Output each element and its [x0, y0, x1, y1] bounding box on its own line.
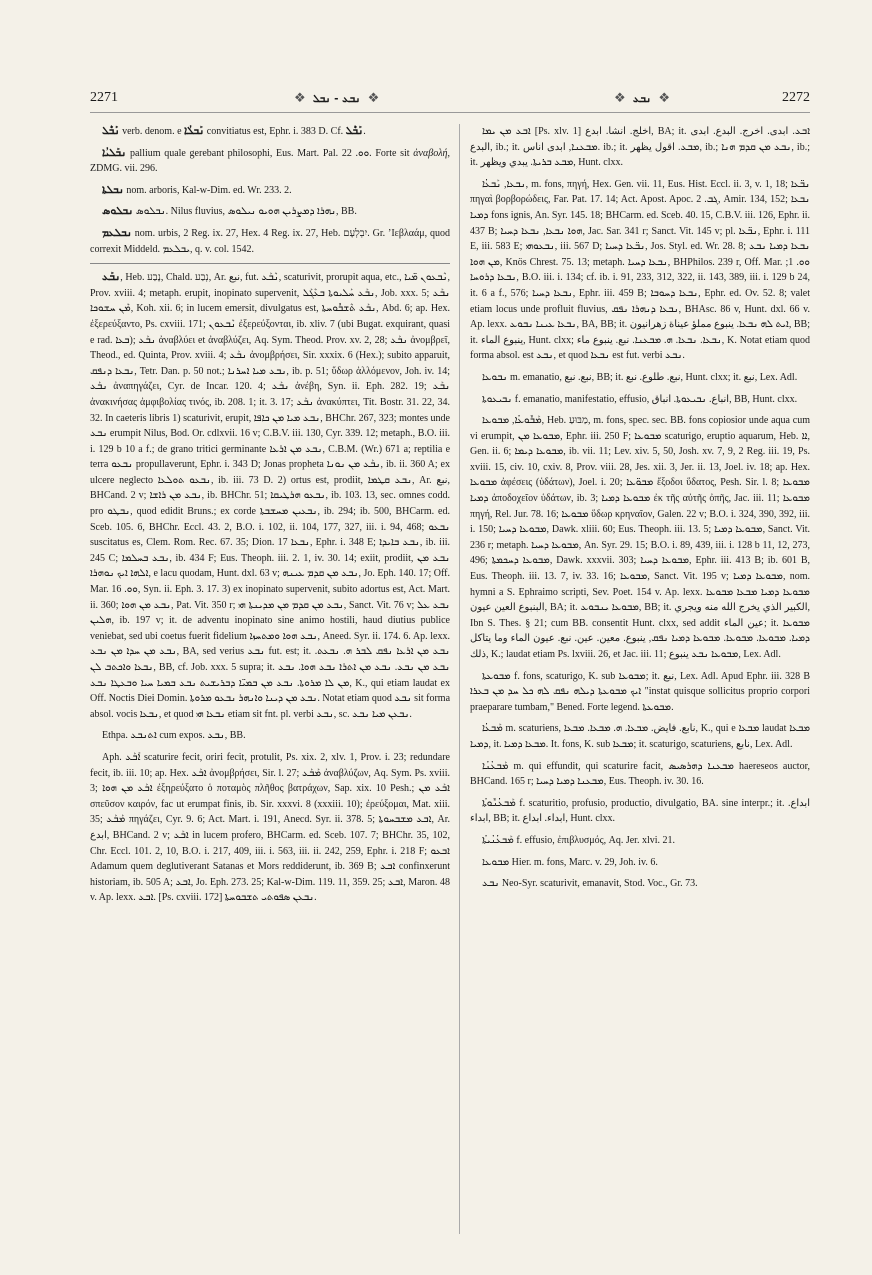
entry-text: ܡܒܘܥܐ Hier. m. fons, Marc. v. 29, Joh. iv. 6.	[482, 856, 658, 868]
dictionary-entry	[90, 183, 450, 199]
page-header	[90, 90, 810, 110]
entry-text: . Gr. ’Ιεβλαάμ, quod correxit Middeld. ܝܒܠܥܡ, q. v. col. 1542.	[90, 227, 450, 255]
section-rule	[90, 263, 450, 264]
dictionary-entry	[470, 124, 810, 171]
left-column	[90, 124, 450, 1244]
headword: ܢܒܠܬܐ	[102, 183, 124, 196]
dictionary-entry	[90, 124, 450, 140]
entry-text: ܢܒܥܐ, ܢܰܒܥܳܐ, m. fons, πηγή, Hex. Gen. vii. 11, Eus. Hist. Eccl. ii. 3, v. 1, 18; ܢܒ̈ܥܐ πηγαὶ βορβορώδεις, Far. Pat. 17. 14; Act. Apost. Apoc. ܓܒ. 2, Amir. 134, 152; ܢܒܥܐ ܕܡܝܐ fons ignis, An. Syr. 145. 18; BHCarm. ed. Sceb. 40. 15, C.B.V. iii. 126, Ephr. ii. 437 B; ܗܘܐ ܢܒܥܐ, ܢܒܥܐ ܕܚܝܐ, Jac. Sar. 341 r; Sanct. Vit. 145 v; pl. ܢܒ̈ܥܐ, Ephr. i. 111 E, iii. 583 E; ܢܒܥܘܗܝ, iii. 567 D; ܢܒ̈ܥܐ ܕܚܝܐ, Jos. Styl. ed. Wr. 28. 8; ܢܒܥܐ ܕܡܝܐ ܢܒܥ ܡܢ ܗܘܐ, Knös Chrest. 75. 13; metaph. ܢܒܥܐ ܕܚܝܐ, BHPhilos. 239 r, Off. Mar. ܘܘ. 1; ܢܒܥܐ ܕܪܘܚܐ, B.O. iii. i. 134; cf. ib. i. 91, 233, 312, 322, ii. 143, 389, iii. i. 129 b 24, it. 6 a f., 576; ܢܒܥܐ ܕܚܝܐ, Ephr. iii. 459 B; ܢܒܥܐ ܕܚܘܒܐ, Ephr. ed. Ov. 52. 8; valet etiam locus unde profluit fluvius, ܢܒܥܐ ܕܢܗܪܐ ܢܦܩ, BHAsc. 86 v, Hunt. dxl. 66 v. Ap. lexx. ܢܒܥܐ ܥܝܢܐ ܢܒܘܥ, BA, BB; it. ܐܝܬ ܠܗ ܢܒܥܐ. ينبوع مملؤ عيناة زهرانيون, BB; it. ينبوع الماء, Hunt. clxx; ܢܒܥܐ. ܢܒܥܐ. ܗ. ܡܒܥܢܐ. نبع. ينبوع ماء, K. Notat etiam quod forma absol. est ܢܒܥ, et quod ܢܒܥܐ est fut. verbi ܢܒܥ.	[470, 178, 810, 362]
column-divider	[459, 124, 460, 1234]
hebrew-form: יִבְלְעָם	[343, 227, 368, 239]
entry-text: nom. arboris, Kal-w-Dim. ed. Wr. 233. 2.	[123, 184, 292, 196]
cross-reference: ܢܰܒܶܠ	[345, 125, 364, 137]
entry-text: , ZDMG. vii. 296.	[90, 147, 450, 175]
right-running-head	[610, 90, 674, 106]
right-page-number: 2272	[782, 90, 810, 105]
ornament-icon: ❖	[367, 90, 380, 105]
entry-text: ܡܒܘܥܬܐ f. fons, scaturigo, K. sub ܡܒܘܥܐ; it. نبع, Lex. Adl. Apud Ephr. iii. 328 B ܐܝܟ ܡܒܘܥܬܐ ܕܝܠܗ ܢܦܩ ܠܗ ܟܠ ܚܕ ܡܢ ܒܥܪܐ "instat quisque sollicitus proprio corpori praeparare tumbam," Bened. Forte legend. ܡܒܘܥܬܐ.	[470, 670, 810, 713]
right-running-head-text: ܢܒܥ	[632, 93, 652, 105]
entry-text: ܢܒܝܥܘܬܐ f. emanatio, manifestatio, effusio, انباع. ܢܒܝܥܘܬܐ. انباق, BB, Hunt. clxx.	[482, 393, 798, 405]
dictionary-entry	[470, 177, 810, 364]
headword: ܢܒܠܥܡ	[102, 226, 132, 239]
ornament-icon: ❖	[294, 90, 306, 105]
entry-text: nom. urbis, 2 Reg. ix. 27, Hex. 4 Reg. ix. 27, Heb.	[131, 227, 344, 239]
entry-text: ܢܒܘܥܐ m. emanatio, نبع. نبع, BB; it. نبع. طلوع. نبع, Hunt. clxx; it. نبع, Lex. Adl.	[482, 371, 798, 383]
entry-text: verb. denom. e	[119, 126, 185, 137]
dictionary-entry	[470, 796, 810, 827]
entry-text: Ethpa. ܐܬܢܒܥ cum expos. ܢܒܥ, BB.	[102, 730, 246, 742]
entry-text: convitiatus est, Ephr. i. 383 D. Cf.	[204, 126, 346, 137]
entry-text: ܡܰܒܥܳܢܽܘܬܳܐ f. scaturitio, profusio, productio, divulgatio, BA. sine interpr.; it. ابداع. ابداء, BB; it. ابداء. ابداع, Hunt. clxx.	[470, 797, 810, 825]
entry-text: ܡܰܒܥܳܐ m. scaturiens, نابع. فايض. ܡܒܥܐ. ܗ. ܡܒܥܐ. ܡܒܥܐ, K., qui e ܡܒܥܐ laudat ܡܒܥܐ ܕܡܝܐ, it. ܡܒܥܐ ܕܡܝܐ. It. fons, K. sub ܡܒܥܐ; it. scaturigo, scaturiens, نابع, Lex. Adl.	[470, 723, 810, 750]
dictionary-entry	[470, 721, 810, 752]
entry-text: ܐܒܥ ܡܢ ܝܡܐ [Ps. xlv. 1] اخلج. انشا. ابدع, BA; it. ܐܒܥ. ابدى. اخرج. البدع. ابدى البدع, ib.; it. ܡܒܥܢܐ, ابدى اناس. ib.; it. ܡܒܥ. اقول يظهر, ib.; ܢܒܥ ܡܢ ܩܕܡ ܗܢܐ, ib.; it. ܡܒܥ ܒܪܝܬܐ. يبدي ويظهر, Hunt. clxx.	[470, 126, 810, 169]
greek-form: ἀναβολή	[413, 147, 448, 159]
cross-reference: ܢܰܒܠܳܐ	[184, 125, 205, 137]
dictionary-entry	[470, 669, 810, 716]
dictionary-entry	[90, 204, 450, 220]
dictionary-entry	[90, 226, 450, 257]
dictionary-entry	[470, 370, 810, 386]
dictionary-entry	[470, 855, 810, 871]
entry-text: , Heb. נָבַע, Chald.	[120, 272, 195, 284]
dictionary-entry	[470, 833, 810, 849]
dictionary-entry	[90, 146, 450, 177]
dictionary-entry	[90, 750, 450, 906]
entry-text: ܡܰܒܥܳܢܳܐ m. qui effundit, qui scaturire facit, ܡܒܥܢܐ ܕܗܪܣܝܣ haereseos auctor, BHCand. 165 r; ܡܒܥܢܐ ܕܡܝܐ ܕܚܝܐ, Eus. Theoph. iv. 30. 16.	[470, 760, 810, 788]
dictionary-entry	[470, 876, 810, 892]
entry-text: ܢܒܥ Neo-Syr. scaturivit, emanavit, Stod. Voc., Gr. 73.	[482, 878, 698, 890]
ornament-icon: ❖	[614, 90, 626, 105]
dictionary-entry	[470, 413, 810, 663]
entry-text: pallium quale gerebant philosophi, Eus. Mart. Pal. ܘܘ. 22. Forte sit	[126, 147, 414, 159]
headword: ܢܒܰܠܝܳܐ	[102, 146, 127, 159]
header-rule	[90, 112, 810, 113]
right-column	[470, 124, 810, 1244]
hebrew-form: נְבַע	[194, 272, 209, 284]
entry-text: ܡܰܒܽܘܥܳܐ, ܡܒܘܥܐ, Heb. מַבּוּעַ, m. fons, spec. sec. BB. fons copiosior unde aqua cum vi erumpit, ܡܒܘܥܐ ܡܢ, Ephr. iii. 250 F; ܡܒܘܥܐ scaturigo, eruptio aquarum, Heb. ܐܐ, Gen. ii. 6; ܡܒܘܥܐ ܕܝܡܐ, ib. vii. 11; Lev. xiv. 5, 50, Josh. xv. 7, 9, 2 Reg. iii. 19, Ps. xviii. 15, civ. 10, cxiv. 8, Prov. viii. 28, Jes. xii. 3, Jer. ii. 13, Joel. iv. 18; ap. Hex. ܡܒܘܥܐ ἀφέσεις (ὑδάτων), Joel. i. 20; ܡܒܘ̈ܥܐ ἔξοδοι ὕδατος, Pesh. Sir. l. 8; ܡܒܘܥܐ ܕܡܝܐ ἀποδοχεῖον ὑδάτων, ib. 3; ܡܒܘܥܐ ܕܡܝܐ ἐκ τῆς αὐτῆς ὀπῆς, Jac. iii. 11; ܡܒܘܥܐ πηγή, Rel. Jur. 78. 16; ܡܒܘܥܐ ὕδωρ κρηναῖον, Galen. 22 v; B.O. i. 324, 390, 392, iii. i. 150; ܡܒܘܥܐ ܕܚܝܐ, Dawk. xliii. 60; Eus. Theoph. iii. 13. 5; ܡܒܘܥܐ ܕܡܝܐ, Sanct. Vit. 236 r; metaph. ܡܒܘܥܐ ܕܚܝܐ, An. Syr. 29. 15; B.O. i. 89, 439, iii. i. 128 b 11, 12, 273, 496; ܡܒܘܥܐ ܕܚܟܡܬܐ, Dawk. xxxvii. 303; ܡܒܘܥܐ ܕܚܝܐ, Ephr. iii. 413 B; ib. 601 B, Eus. Theoph. iii. 13. 7, iv. 33. 16; ܡܒܘܥܐ, Sanct. Vit. 195 v; ܡܒܘܥܐ ܕܡܝܐ, nom. hymni a S. Ephraimo scripti, Sev. Poet. 154 v. Ap. lexx. ܡܒܘܥܐ ܕܡܝܐ ܡܒܥܐ ܡܒܘܥܐ البنبوع العين عيون, BA; it. ܡܒܘܥܐ ܝܢܒܘܥ, BB; it. الكبير الذي يخرج الله منه ويجري, Ibn S. Thes. § 21; cum BB. consentit Hunt. clxx, sed addit عين الماء; it. ܡܒܘܥܐ ܕܡܝܐ. ܡܒܘܥܐ. ܡܒܘܥܐ. ܡܒܘܥܐ ܕܡܝܐ ܢܦܩ, ينبوع. معين. عين. نبع. عيون الماء وما يتاكل ذلك, K.; laudat etiam Ps. lxviii. 26, et Jac. iii. 11; ܡܒܘܥܐ ܢܒܥ ينبوع, Lex. Adl.	[470, 415, 810, 660]
headword: ܢܰܒܶܠ	[102, 125, 120, 137]
entry-text: , Ar. نبع, fut. ܢܶܒܰܥ, scaturivit, prorupit aqua, etc., ܢܶܒܥܘܢ ܡ̈ܝܐ, Prov. xviii. 4; metaph. erupit, inopinato supervenit, ܢܒܰܥ ܚܰܠܝܘܬܐ ܒܥܶܓܰܠ, Job. xxx. 5; ܢܒܰܥ ܡܶܢ ܚܫܘܟܐ, Koh. xii. 6; in lucem emersit, divulgatus est, ܢܒܰܥ ܬܶܫܒܽܘܚܬܐ, Abd. 6; ap. Hex. ἐξερεύξαντο, Ps. cxviii. 171; ܢܶܒܥܘܢ ἐξερεύξονται, ib. xliv. 7 (ubi Bugat. exquirant, quasi e rad. ܒܥܐ); ܢܒܰܥ ἀναβλύει et ἀναβλύζει, Aq. Sym. Theod. Prov. xv. 2, 28; ܢܒܰܥ ἀνομβρεῖ, Theod., ed. Quinta, Prov. xviii. 4; ܢܒܰܥ ἀνομβρήσει, Sir. xxxix. 6 (Hex.); subito apparuit, ܢܒܥܐ ܕܢܦܩ, Tetr. Dan. p. 50 not.; ܢܒܥ ܡܝܐ ܐܚܪܢܐ, ib. p. 51; ὕδωρ ἀλλόμενον, Joh. iv. 14; ܢܒܰܥ ἀναπηγάζει, Cyr. de Incar. 120. 4; ܢܒܰܥ ἀνέβη, Syn. ii. Eph. 282. 19; ܢܒܰܥ ἀνακινήσας ἀμφιβολίας τινός, ib. 208. 1; it. 3. 17; ܢܒܰܥ ἀνακύπτει, Tit. Bostr. 31. 22, 34. 32. In caeteris libris 1) scaturivit, erupit, ܢܒܥ ܡܝܐ ܡܢ ܟܐܦܐ, BHChr. 267, 323; montes unde ܢܒܥ erumpit Nilus, Bod. Or. cdlxvii. 16 v; C.B.V. iii. 130, Cyr. 339. 12; metaph., B.O. iii. i. 129 b 10 a f.; de grano tritici germinante ܢܒܥ ܡܢ ܐܪܥܐ, C.B.M. (Wr.) 671 a; reptilia e terra ܢܒܥܘ propullaverunt, Ephr. i. 343 D; Jonas propheta ܢܒܰܥ ܡܢ ܢܘܢܐ, ib. ii. 360 A; ex ulcere neglecto ܢܒܥܘ ܬܘܠܥܐ, ib. iii. 73 D. 2) ortus est, prodiit, ܢܒܥ ܩܛܡܐ, Ar. نبع, BHCand. 2 v; ܢܒܥ ܡܢ ܪܐܫܐ, ib. BHChr. 51; ܢܒܥܘ ܗܪܛܝܩܐ, ib. 103. 13, sec. omnes codd. pro ܢܒܛܘ, quod edidit Bruns.; ex corde ܢܒܥܝܢ ܡܚܫܒܬܐ, ib. 294; ib. 500, BHCarm. ed. Sceb. 105. 6, BHChr. Eccl. 43. 2, B.O. i. 102, ii. 104, 177, 327, iii. i. 94, 468; ܢܒܥܘ suscitatus es, Clem. Rom. Rec. 67. 35; Dion. ܢܒܥܐ 17, Ephr. i. 348 E; ܢܒܥ ܒܐܝܕܐ, ib. iii. 245 C; ܢܒܥ ܒܚܠܡܐ, ib. 434 F; Eus. Theoph. iii. 2. 1, iv. 30. 14; exiit, prodiit, ܢܒܥ ܡܢ ܐܠܗܐ ܐܝܟ ܢܘܗܪܐ, e lacu quodam, Hunt. dxl. 63 v; ܢܒܥ ܡܢ ܩܕܡ ܥܝܢܗ, Jo. Eph. 140. 17; Off. Mar. ܘܘ. 16, Syn. ii. Eph. 3. 17. 3) ex inopinato supervenit, subito adortus est, Act. Mart. ii. 360; ܢܒܥ ܡܢ ܗܘܐ, Pat. Vit. 350 r; ܢܒܥ ܡܢ ܩܕܡ ܡܢ ܡܕܝܢܬܐ ܗܝ, Sanct. Vit. 76 v; ܢܒܥ ܥܠ ܗܠܝܢ, ib. 197 v; it. de adventu inopinato sine animo hostili, haud diutius publice veniebat, sed ubi coetus fuerit fidelium ܢܒܥ ܗܘܐ ܘܡܬܚܙܐ, Aneed. Syr. ii. 174. 6. Ap. lexx. ܢܒܥ ܡܢ ܚܕܐ ܡܢ ܢܒܥ, BA, sed verius ܢܒܥ fut. est; it. ܢܒܥ ܡܢ ܐܪܥܐ ܢܦܩ ܠܒܪ ܗ. ܢܒܥܬ. ܢܒܥܐ ܘܐܟܬܒ ܠܢ, BB, cf. Job. xxx. 5 supra; it. ܢܒܥ ܡܢ ܢܒܥ. ܢܒܥ ܡܢ ܐܬܪܐ ܢܒܥ ܗܘܐ. ܢܒܥ ܡܢ ܠܐ ܡܪܘܬܐ. ܢܒܥ ܡܢ ܒܡܝ̈ܐ ܕܒܪܝܫܝܬ ܢܒܥ ܒܡܝܐ ܚܝܐ ܘܒܥܛܐ ܢܒܥ, K., qui etiam laudat ex Off. Noctis Diei Domin. ܢܒܥ ܡܢ ܕܝܢܐ ܘܐܢܗܪ ܢܒܥܘ ܡܪܘܬܐ. Notat etiam quod ܢܒܥ sit forma absol. vocis ܢܒܥܐ, et quod ܢܒܥܐ ܗܝ etiam sit fnt. pl. verbi ܢܒܥ, sc. ܢܒܥܢ ܡܝܐ ܢܒܥ.	[90, 272, 450, 720]
left-page-number: 2271	[90, 90, 118, 105]
entry-text: ܡܰܒܥܳܢܳܝܬܳܐ f. effusio, ἐπιβλυσμός, Aq. Jer. xlvi. 21.	[482, 834, 676, 846]
headword: ܢܒܠܘܣ	[102, 205, 134, 218]
dictionary-entry	[90, 270, 450, 722]
entry-text: ܢܒܠܘܣ. Nilus fluvius, ܢܗܪܐ ܕܡܨܪܝܢ ܗܘܝܘ ܢܝܠܘܣ, BB.	[133, 206, 357, 218]
dictionary-entry	[90, 728, 450, 744]
dictionary-entry	[470, 759, 810, 790]
entry-text: Aph. ܐܰܒܰܥ scaturire fecit, oriri fecit, protulit, Ps. xix. 2, xlv. 1, Prov. i. 23; redundare fecit, ib. iii. 10; ap. Hex. ܐܒܰܥ ἀνομβρήσει, Sir. l. 27; ܡܰܒܰܥ ἀναβλύζων, Aq. Sym. Ps. xviii. 3; ܐܒܰܥ ܡܢ ܗܘܐ ἐξηρεύξατο ὁ ποταμὸς πλῆθος βατράχων, Sap. xix. 10 Pesh.; ܐܒܰܥ ܡܢ σπεῦσον καιρόν, fac ut erumpat finis, ib. Sir. xxxvi. 8 (xxxiii. 10); ἐρεύξομαι, Mat. xiii. 35; ܡܰܒܰܥ πηγάζει, Cyr. 9. 6; Act. Mart. i. 191, Anecd. Syr. ii. 378. 5; ܐܒܥ ܡܫܒܚܘܬܐ, Ar. ابدع, BHCand. 2 v; ܐܒܰܥ in lucem profero, BHCarm. ed. Sceb. 107. 7; BHChr. 35, 102, Chr. Eccl. 101. 2, 10, B.O. i. 217, 409, iii. i. 563, iii. ii. 242, 259, Ephr. i. 218 F; ܐܒܥܘ Adamum quem deglutiverant Satanas et Mors reddiderunt, ib. 369 B; ܐܒܥ confinxerunt historiam, ib. 505 A; ܐܒܥ, Jo. Eph. 273. 25; Kal-w-Dim. 119. 11, 359. 25; ܐܒܥ, Maron. 48 v. Ap. lexx. ܐܒܥ. [Ps. cxviii. 172] ܢܒܥܢ ܣܦܘܬܝ ܬܫܒܘܚܬܐ.	[90, 751, 450, 904]
ornament-icon: ❖	[658, 90, 671, 105]
left-running-head	[290, 90, 383, 106]
left-running-head-text: ܢܒܥ - ܢܒܠ	[312, 93, 361, 105]
dictionary-entry	[470, 392, 810, 408]
headword: ܢܒܰܥ	[102, 271, 121, 284]
entry-text: .	[363, 126, 366, 137]
